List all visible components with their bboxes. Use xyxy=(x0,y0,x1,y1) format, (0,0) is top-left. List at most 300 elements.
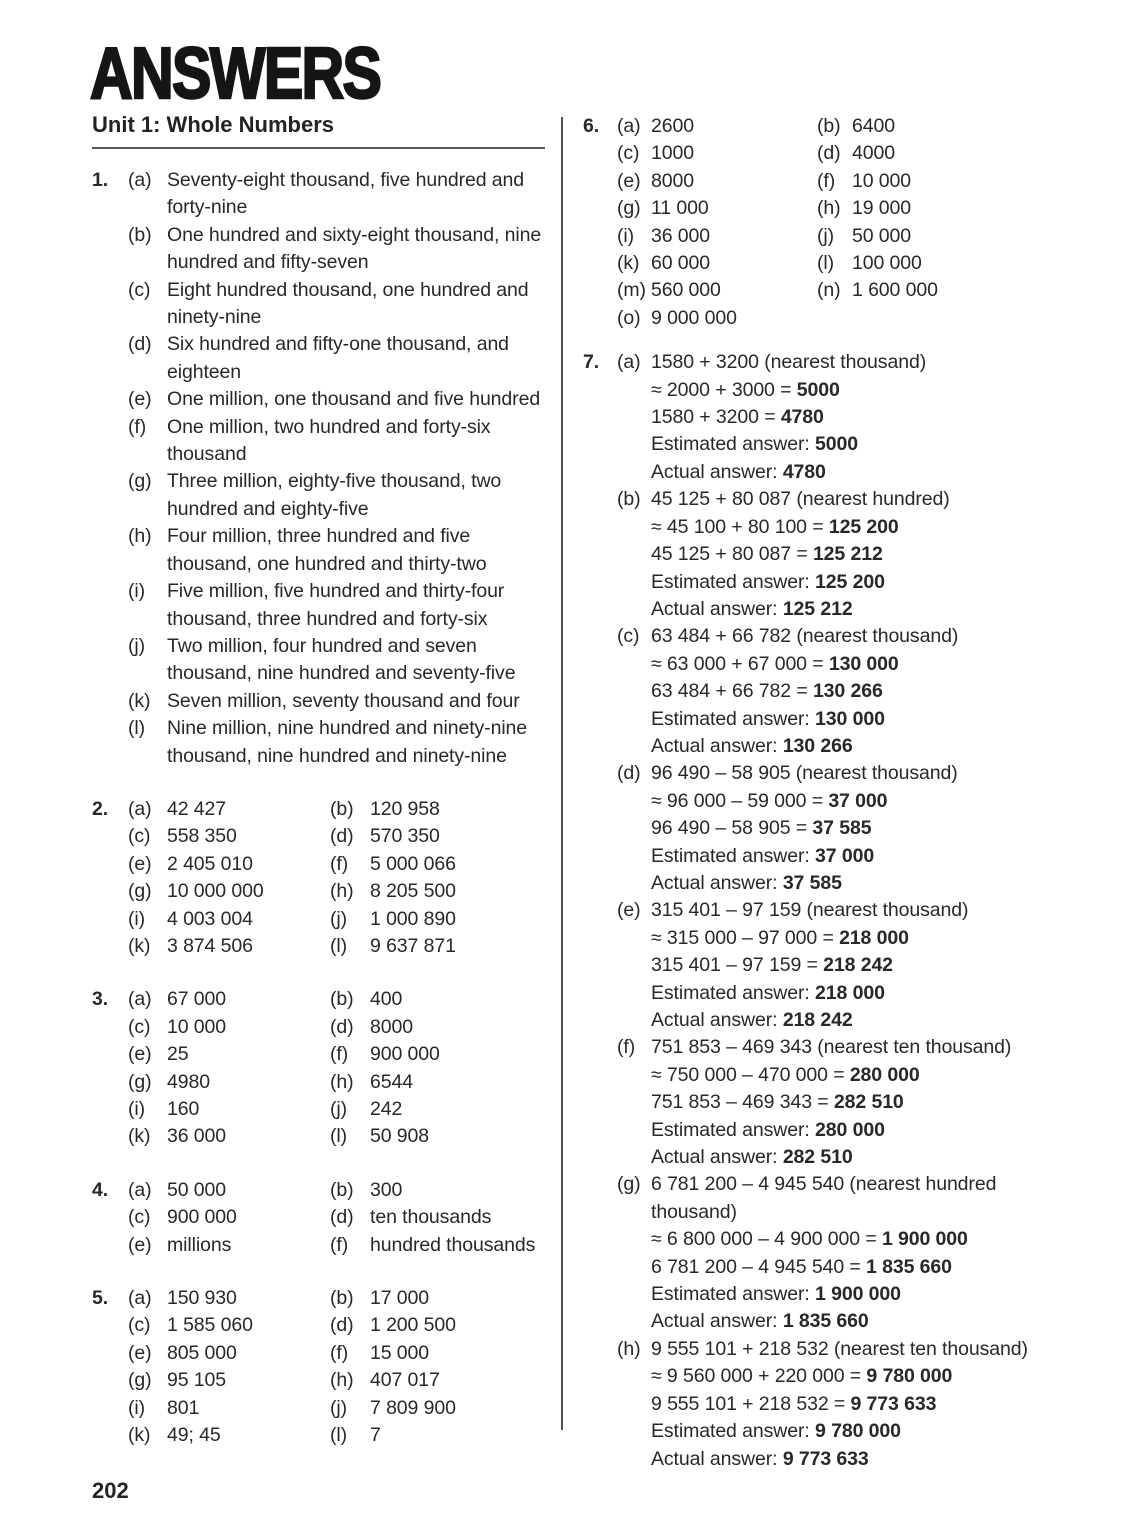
item-value: 4 003 004 xyxy=(167,907,253,930)
item-text: Eight hundred thousand, one hundred and ninety-nine xyxy=(167,278,529,329)
line-normal-text: Actual answer: xyxy=(651,734,783,757)
item-value: 25 xyxy=(167,1043,189,1066)
item-label xyxy=(617,514,651,541)
answer-row xyxy=(617,195,1061,222)
line-normal-text: 45 125 + 80 087 = xyxy=(651,543,813,566)
item-text: One million, one thousand and five hundred xyxy=(167,388,541,411)
working-line xyxy=(617,952,1061,979)
answer-row xyxy=(128,1204,552,1231)
answer-row xyxy=(617,113,1061,140)
item-label: (c) xyxy=(128,278,151,301)
question-4 xyxy=(92,1177,552,1259)
line-result: 37 585 xyxy=(812,817,872,840)
item-label: (d) xyxy=(617,762,641,785)
item-label xyxy=(617,377,651,404)
answer-row xyxy=(617,277,1061,304)
line-normal-text: ≈ 2000 + 3000 = xyxy=(651,378,797,401)
answer-row xyxy=(128,1123,552,1150)
line-result: 37 585 xyxy=(782,871,842,894)
item-value: 50 908 xyxy=(370,1125,430,1148)
answer-row xyxy=(128,1014,552,1041)
line-text xyxy=(651,706,1061,733)
line-result: 37 000 xyxy=(815,844,875,867)
item-label xyxy=(617,431,651,458)
item-text: Seventy-eight thousand, five hundred and forty-nine xyxy=(167,169,525,219)
working-line xyxy=(617,788,1061,815)
line-text xyxy=(651,1391,1061,1418)
item-label: (i) xyxy=(617,224,635,247)
working-line xyxy=(617,1034,1061,1061)
line-result: 9 780 000 xyxy=(866,1365,953,1388)
item-label: (d) xyxy=(330,1314,354,1337)
item-label: (e) xyxy=(128,1043,152,1066)
line-normal-text: Actual answer: xyxy=(651,871,783,894)
item-label: (l) xyxy=(330,1424,348,1447)
item-label xyxy=(617,733,651,760)
item-value: 1 585 060 xyxy=(167,1314,253,1337)
line-normal-text: 63 484 + 66 782 (nearest thousand) xyxy=(651,625,959,648)
item-label: (e) xyxy=(128,1233,152,1256)
working-line xyxy=(617,1391,1061,1418)
line-normal-text: Estimated answer: xyxy=(651,433,816,456)
item-label: (c) xyxy=(617,625,640,648)
line-text xyxy=(651,1062,1061,1089)
line-text xyxy=(651,404,1061,431)
item-label xyxy=(617,1391,651,1418)
working-line xyxy=(617,815,1061,842)
line-result: 4780 xyxy=(782,460,826,483)
line-normal-text: ≈ 45 100 + 80 100 = xyxy=(651,515,829,538)
item-label xyxy=(617,678,651,705)
answer-row xyxy=(128,1041,552,1068)
answer-row xyxy=(128,796,552,823)
line-result: 9 773 633 xyxy=(782,1447,869,1470)
item-label xyxy=(617,1226,651,1253)
line-text xyxy=(651,486,1061,513)
item-value: 801 xyxy=(167,1396,200,1419)
item-label: (b) xyxy=(128,223,152,246)
working-line xyxy=(617,377,1061,404)
item-value xyxy=(852,305,1061,332)
item-value: 4980 xyxy=(167,1070,210,1093)
line-result: 1 835 660 xyxy=(866,1255,952,1278)
answer-row xyxy=(128,1422,552,1449)
item-label xyxy=(617,1418,651,1445)
item-label: (d) xyxy=(330,1015,354,1038)
item-value: 10 000 000 xyxy=(167,880,264,903)
item-label: (a) xyxy=(617,351,641,374)
item-value: 8 205 500 xyxy=(370,880,456,903)
item-label: (f) xyxy=(817,169,836,192)
item-text: Six hundred and fifty-one thousand, and eighteen xyxy=(167,333,509,383)
line-result: 130 266 xyxy=(812,680,883,703)
answer-row xyxy=(617,140,1061,167)
line-normal-text: Estimated answer: xyxy=(651,1420,816,1443)
working-line xyxy=(617,1171,1061,1226)
item-value: 6400 xyxy=(852,115,895,137)
working-line xyxy=(617,1281,1061,1308)
working-line xyxy=(617,843,1061,870)
answer-item xyxy=(128,277,552,332)
item-label: (g) xyxy=(617,1173,641,1196)
item-label: (b) xyxy=(330,797,354,820)
line-normal-text: Actual answer: xyxy=(651,597,783,620)
line-result: 218 000 xyxy=(839,926,909,949)
item-value: 300 xyxy=(370,1178,403,1201)
line-text xyxy=(651,1281,1061,1308)
line-text xyxy=(651,514,1061,541)
item-value: 560 000 xyxy=(651,279,721,302)
page-title: ANSWERS xyxy=(90,34,381,114)
line-text xyxy=(651,431,1061,458)
item-text: Nine million, nine hundred and ninety-nine thousand, nine hundred and ninety-nine xyxy=(167,717,528,767)
line-normal-text: Estimated answer: xyxy=(651,844,816,867)
line-normal-text: 6 781 200 – 4 945 540 = xyxy=(651,1255,867,1278)
item-value: 10 000 xyxy=(852,169,912,192)
item-label: (e) xyxy=(128,388,152,411)
question-4-number: 4. xyxy=(92,1178,109,1201)
item-label xyxy=(617,1281,651,1308)
item-label: (d) xyxy=(817,142,841,165)
line-text xyxy=(651,1144,1061,1171)
item-value: millions xyxy=(167,1233,232,1256)
working-line xyxy=(617,486,1061,513)
item-label xyxy=(617,815,651,842)
item-label xyxy=(617,1144,651,1171)
item-label: (k) xyxy=(128,689,151,712)
item-value: 19 000 xyxy=(852,197,912,220)
item-label: (e) xyxy=(128,852,152,875)
line-result: 218 000 xyxy=(815,981,885,1004)
working-line xyxy=(617,733,1061,760)
item-label: (f) xyxy=(330,1341,349,1364)
line-result: 125 200 xyxy=(815,570,885,593)
question-2-number: 2. xyxy=(92,797,109,820)
item-label xyxy=(617,1089,651,1116)
item-label: (f) xyxy=(617,1036,636,1059)
question-4-body xyxy=(128,1177,552,1259)
line-text xyxy=(651,1418,1061,1445)
line-text xyxy=(651,678,1061,705)
answer-item xyxy=(128,578,552,633)
item-label: (e) xyxy=(617,899,641,922)
item-value: 2600 xyxy=(651,115,694,137)
item-label: (f) xyxy=(330,1233,349,1256)
item-text: One million, two hundred and forty-six thousand xyxy=(167,415,491,466)
answer-row xyxy=(617,223,1061,250)
item-label: (b) xyxy=(817,115,841,137)
working-line xyxy=(617,459,1061,486)
working-line xyxy=(617,980,1061,1007)
working-line xyxy=(617,1062,1061,1089)
item-value: 1000 xyxy=(651,142,694,165)
item-label: (a) xyxy=(617,115,641,137)
item-text: One hundred and sixty-eight thousand, nine hundred and fifty-seven xyxy=(167,223,542,274)
item-label: (d) xyxy=(128,333,152,356)
line-normal-text: ≈ 6 800 000 – 4 900 000 = xyxy=(651,1228,882,1251)
line-text xyxy=(651,1254,1061,1281)
item-value: 15 000 xyxy=(370,1341,430,1364)
working-line xyxy=(617,1418,1061,1445)
item-value: 49; 45 xyxy=(167,1424,221,1447)
left-column xyxy=(92,167,552,1449)
working-line xyxy=(617,1363,1061,1390)
line-text xyxy=(651,843,1061,870)
working-line xyxy=(617,1254,1061,1281)
item-label: (b) xyxy=(330,988,354,1011)
item-value: 1 000 890 xyxy=(370,907,456,930)
item-value: 400 xyxy=(370,988,403,1011)
answer-item xyxy=(128,468,552,523)
item-value: 7 xyxy=(370,1424,381,1447)
line-result: 125 212 xyxy=(782,597,853,620)
working-line xyxy=(617,1117,1061,1144)
item-value: 50 000 xyxy=(852,224,912,247)
item-text: Seven million, seventy thousand and four xyxy=(167,689,520,712)
question-6 xyxy=(583,113,1061,332)
working-line xyxy=(617,925,1061,952)
line-text xyxy=(651,1446,1061,1473)
item-label: (g) xyxy=(617,197,641,220)
working-line xyxy=(617,1446,1061,1473)
question-5-body xyxy=(128,1285,552,1449)
item-label: (j) xyxy=(330,907,348,930)
line-normal-text: 315 401 – 97 159 = xyxy=(651,954,824,977)
item-value: 1 200 500 xyxy=(370,1314,456,1337)
item-value: 900 000 xyxy=(370,1043,440,1066)
line-text xyxy=(651,897,1061,924)
working-line xyxy=(617,1336,1061,1363)
column-divider xyxy=(561,117,563,1430)
item-value: 36 000 xyxy=(651,224,711,247)
item-value: 242 xyxy=(370,1098,403,1120)
line-result: 9 773 633 xyxy=(850,1392,937,1415)
line-result: 1 835 660 xyxy=(782,1310,869,1333)
question-5-number: 5. xyxy=(92,1287,109,1310)
item-label: (o) xyxy=(617,306,641,329)
line-normal-text: 6 781 200 – 4 945 540 (nearest hundred thousand) xyxy=(651,1173,997,1223)
working-line xyxy=(617,596,1061,623)
line-result: 125 212 xyxy=(812,543,883,566)
line-normal-text: Estimated answer: xyxy=(651,981,816,1004)
answer-row xyxy=(128,906,552,933)
line-text xyxy=(651,349,1061,376)
answer-row xyxy=(128,1177,552,1204)
line-text xyxy=(651,1007,1061,1034)
item-label: (c) xyxy=(617,142,640,165)
line-result: 9 780 000 xyxy=(815,1420,901,1443)
item-label: (l) xyxy=(128,717,146,740)
item-label: (h) xyxy=(330,1070,354,1093)
working-line xyxy=(617,651,1061,678)
item-value: 120 958 xyxy=(370,797,440,820)
item-label: (c) xyxy=(128,1206,151,1229)
line-result: 282 510 xyxy=(833,1091,904,1114)
line-result: 130 000 xyxy=(815,707,885,730)
item-label xyxy=(617,1446,651,1473)
item-text: Five million, five hundred and thirty-four thousand, three hundred and forty-six xyxy=(167,580,505,630)
working-line xyxy=(617,760,1061,787)
line-text xyxy=(651,815,1061,842)
item-value: 100 000 xyxy=(852,252,922,275)
line-normal-text: Estimated answer: xyxy=(651,1118,816,1141)
item-value: 3 874 506 xyxy=(167,934,253,957)
page-number: 202 xyxy=(92,1478,129,1503)
question-7 xyxy=(583,349,1061,1473)
item-label xyxy=(617,843,651,870)
line-text xyxy=(651,952,1061,979)
line-result: 5000 xyxy=(796,378,840,401)
line-text xyxy=(651,1308,1061,1335)
item-label: (m) xyxy=(617,279,646,302)
item-value: hundred thousands xyxy=(370,1233,536,1256)
line-normal-text: 751 853 – 469 343 (nearest ten thousand) xyxy=(651,1036,1012,1059)
item-label xyxy=(817,305,852,332)
item-label: (l) xyxy=(817,252,835,275)
item-value: 95 105 xyxy=(167,1369,227,1392)
item-label xyxy=(617,569,651,596)
line-normal-text: 751 853 – 469 343 = xyxy=(651,1091,834,1114)
line-result: 218 242 xyxy=(823,954,893,977)
line-normal-text: 1580 + 3200 (nearest thousand) xyxy=(651,351,927,374)
item-label xyxy=(617,870,651,897)
item-label: (d) xyxy=(330,1206,354,1229)
item-label xyxy=(617,459,651,486)
line-text xyxy=(651,733,1061,760)
question-5 xyxy=(92,1285,552,1449)
line-text xyxy=(651,788,1061,815)
line-normal-text: 45 125 + 80 087 (nearest hundred) xyxy=(651,488,950,511)
line-text xyxy=(651,925,1061,952)
line-text xyxy=(651,569,1061,596)
line-normal-text: Estimated answer: xyxy=(651,707,816,730)
line-text xyxy=(651,596,1061,623)
item-value: 150 930 xyxy=(167,1287,237,1310)
item-label: (b) xyxy=(330,1178,354,1201)
item-label: (i) xyxy=(128,580,146,603)
item-value: 570 350 xyxy=(370,825,440,848)
item-label: (j) xyxy=(817,224,835,247)
line-result: 1 900 000 xyxy=(815,1283,901,1306)
line-text xyxy=(651,1363,1061,1390)
item-label: (h) xyxy=(330,880,354,903)
working-line xyxy=(617,541,1061,568)
item-value: 5 000 066 xyxy=(370,852,456,875)
item-label: (b) xyxy=(617,488,641,511)
line-normal-text: 1580 + 3200 = xyxy=(651,406,781,429)
answer-item xyxy=(128,715,552,770)
line-text xyxy=(651,1089,1061,1116)
item-label: (h) xyxy=(817,197,841,220)
item-label xyxy=(617,651,651,678)
item-label xyxy=(617,980,651,1007)
line-text xyxy=(651,760,1061,787)
line-normal-text: Actual answer: xyxy=(651,1310,783,1333)
item-label: (a) xyxy=(128,797,152,820)
answer-row xyxy=(128,1096,552,1123)
item-label xyxy=(617,541,651,568)
line-result: 4780 xyxy=(780,406,824,429)
item-label: (a) xyxy=(128,1287,152,1310)
item-label: (a) xyxy=(128,169,152,191)
item-value: 8000 xyxy=(651,169,694,192)
item-label: (j) xyxy=(128,634,146,657)
item-label: (i) xyxy=(128,1396,146,1419)
answer-row xyxy=(128,933,552,960)
item-text: Four million, three hundred and five thousand, one hundred and thirty-two xyxy=(167,525,487,575)
item-label xyxy=(617,925,651,952)
answer-row xyxy=(617,305,1061,332)
item-value: 558 350 xyxy=(167,825,237,848)
answer-row xyxy=(128,878,552,905)
line-result: 1 900 000 xyxy=(881,1228,968,1251)
line-result: 37 000 xyxy=(828,789,888,812)
working-line xyxy=(617,1308,1061,1335)
item-label: (c) xyxy=(128,825,151,848)
line-normal-text: 315 401 – 97 159 (nearest thousand) xyxy=(651,899,969,922)
working-line xyxy=(617,870,1061,897)
item-label: (f) xyxy=(330,852,349,875)
line-result: 130 000 xyxy=(828,652,899,675)
answer-item xyxy=(128,386,552,413)
question-3-body xyxy=(128,986,552,1150)
answer-item xyxy=(128,688,552,715)
question-1-number: 1. xyxy=(92,169,109,191)
item-value: 50 000 xyxy=(167,1178,227,1201)
working-line xyxy=(617,514,1061,541)
line-result: 130 266 xyxy=(782,734,853,757)
answer-row xyxy=(128,823,552,850)
item-label: (l) xyxy=(330,934,348,957)
item-label: (h) xyxy=(330,1369,354,1392)
right-column xyxy=(583,113,1061,1473)
working-line xyxy=(617,1007,1061,1034)
line-text xyxy=(651,1034,1061,1061)
working-line xyxy=(617,1089,1061,1116)
item-label xyxy=(617,1007,651,1034)
item-label: (e) xyxy=(128,1341,152,1364)
answer-row xyxy=(128,1312,552,1339)
line-text xyxy=(651,541,1061,568)
line-result: 280 000 xyxy=(815,1118,885,1141)
working-line xyxy=(617,431,1061,458)
answer-row xyxy=(128,1340,552,1367)
item-label: (k) xyxy=(617,252,640,275)
item-value: 7 809 900 xyxy=(370,1396,456,1419)
line-normal-text: Actual answer: xyxy=(651,1447,783,1470)
line-text xyxy=(651,651,1061,678)
item-label xyxy=(617,1254,651,1281)
item-label xyxy=(617,596,651,623)
item-label: (a) xyxy=(128,1178,152,1201)
item-value: 60 000 xyxy=(651,252,711,275)
item-label: (j) xyxy=(330,1396,348,1419)
working-line xyxy=(617,1144,1061,1171)
answer-item xyxy=(128,167,552,222)
question-3 xyxy=(92,986,552,1150)
working-line xyxy=(617,349,1061,376)
answer-row xyxy=(128,1395,552,1422)
item-label xyxy=(617,952,651,979)
question-7-number: 7. xyxy=(583,351,600,374)
line-text xyxy=(651,1226,1061,1253)
item-label: (h) xyxy=(128,525,152,548)
item-label: (j) xyxy=(330,1098,348,1120)
item-value: 67 000 xyxy=(167,988,227,1011)
question-3-number: 3. xyxy=(92,988,109,1011)
question-6-body xyxy=(617,113,1061,332)
answer-row xyxy=(128,1367,552,1394)
